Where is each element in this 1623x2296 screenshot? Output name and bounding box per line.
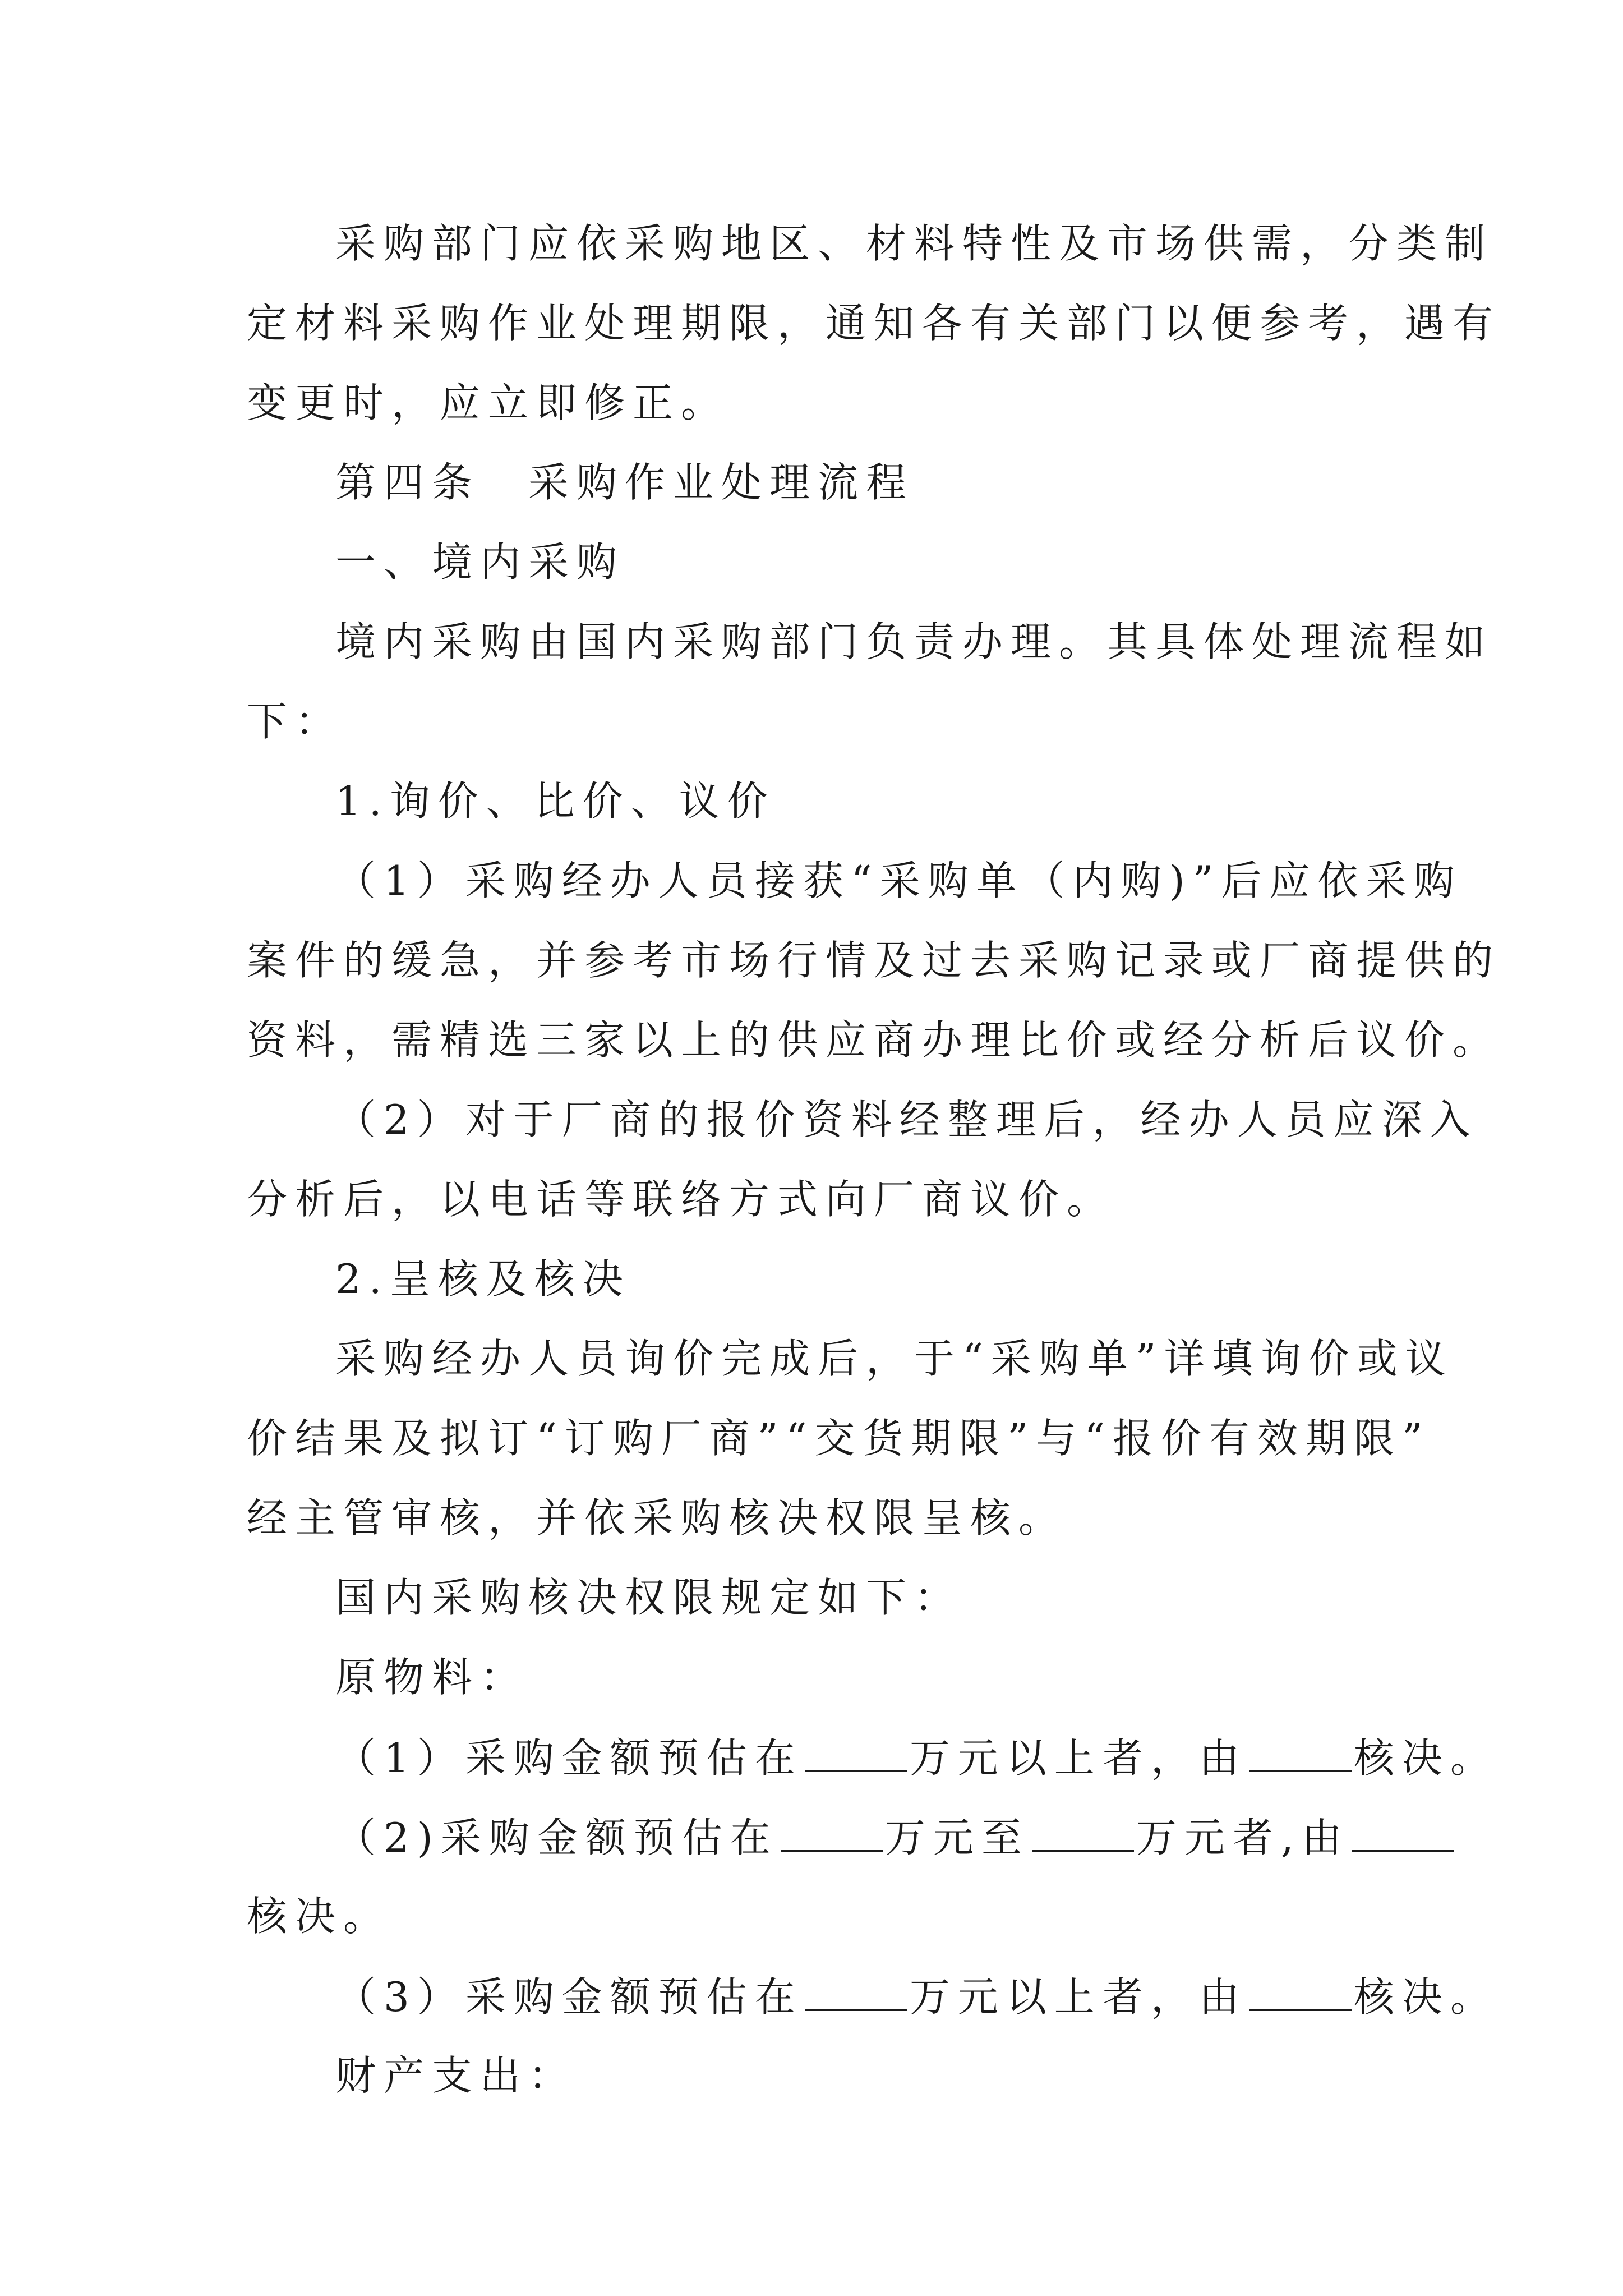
item-1-1-line-2: 案件的缓急，并参考市场行情及过去采购记录或厂商提供的 — [247, 937, 1501, 984]
fill-in-blank[interactable] — [781, 1816, 883, 1852]
item-1-heading: 1.询价、比价、议价 — [335, 777, 776, 825]
paragraph-1-line-2: 定材料采购作业处理期限，通知各有关部门以便参考，遇有 — [247, 300, 1501, 347]
rule-3-text-b: 万元以上者，由 — [909, 1973, 1247, 2021]
raw-material-rule-2 — [335, 1814, 1456, 1861]
item-2-heading: 2.呈核及核决 — [335, 1255, 631, 1303]
paragraph-1-line-3: 变更时，应立即修正。 — [247, 379, 730, 426]
item-1-1-line-1: （1）采购经办人员接获“采购单（内购)”后应依采购 — [335, 857, 1463, 904]
fill-in-blank[interactable] — [1352, 1816, 1454, 1852]
rule-3-text-c: 核决。 — [1353, 1973, 1498, 2021]
section-1-heading: 一、境内采购 — [335, 539, 625, 586]
authority-intro: 国内采购核决权限规定如下： — [335, 1574, 963, 1621]
fill-in-blank[interactable] — [805, 1976, 907, 2011]
rule-2-text-a: （2)采购金额预估在 — [335, 1814, 778, 1861]
rule-3-text-a: （3）采购金额预估在 — [335, 1973, 803, 2021]
fill-in-blank[interactable] — [1249, 1976, 1352, 2011]
fill-in-blank[interactable] — [1032, 1816, 1134, 1852]
rule-1-text-a: （1）采购金额预估在 — [335, 1734, 803, 1782]
rule-1-text-c: 核决。 — [1353, 1734, 1498, 1782]
paragraph-2-line-2: 下： — [247, 698, 344, 745]
raw-materials-heading: 原物料： — [335, 1654, 529, 1701]
paragraph-2-line-1: 境内采购由国内采购部门负责办理。其具体处理流程如 — [335, 618, 1493, 665]
item-1-2-line-1: （2）对于厂商的报价资料经整理后，经办人员应深入 — [335, 1096, 1478, 1143]
item-1-1-line-3: 资料，需精选三家以上的供应商办理比价或经分析后议价。 — [247, 1016, 1501, 1064]
paragraph-3-line-1: 采购经办人员询价完成后，于“采购单”详填询价或议 — [335, 1335, 1454, 1382]
raw-material-rule-2-continued: 核决。 — [247, 1893, 392, 1940]
paragraph-3-line-2: 价结果及拟订“订购厂商”“交货期限”与“报价有效期限” — [247, 1415, 1431, 1462]
rule-2-text-c: 万元者,由 — [1136, 1814, 1350, 1861]
property-expense-heading: 财产支出： — [335, 2052, 577, 2099]
paragraph-3-line-3: 经主管审核，并依采购核决权限呈核。 — [247, 1494, 1067, 1542]
paragraph-1-line-1: 采购部门应依采购地区、材料特性及市场供需，分类制 — [335, 220, 1493, 267]
rule-2-text-b: 万元至 — [884, 1814, 1030, 1861]
rule-1-text-b: 万元以上者，由 — [909, 1734, 1247, 1782]
fill-in-blank[interactable] — [1249, 1737, 1352, 1772]
item-1-2-line-2: 分析后，以电话等联络方式向厂商议价。 — [247, 1176, 1115, 1223]
raw-material-rule-1 — [335, 1734, 1498, 1782]
fill-in-blank[interactable] — [805, 1737, 907, 1772]
raw-material-rule-3 — [335, 1973, 1498, 2021]
article-4-heading: 第四条 采购作业处理流程 — [335, 459, 915, 506]
